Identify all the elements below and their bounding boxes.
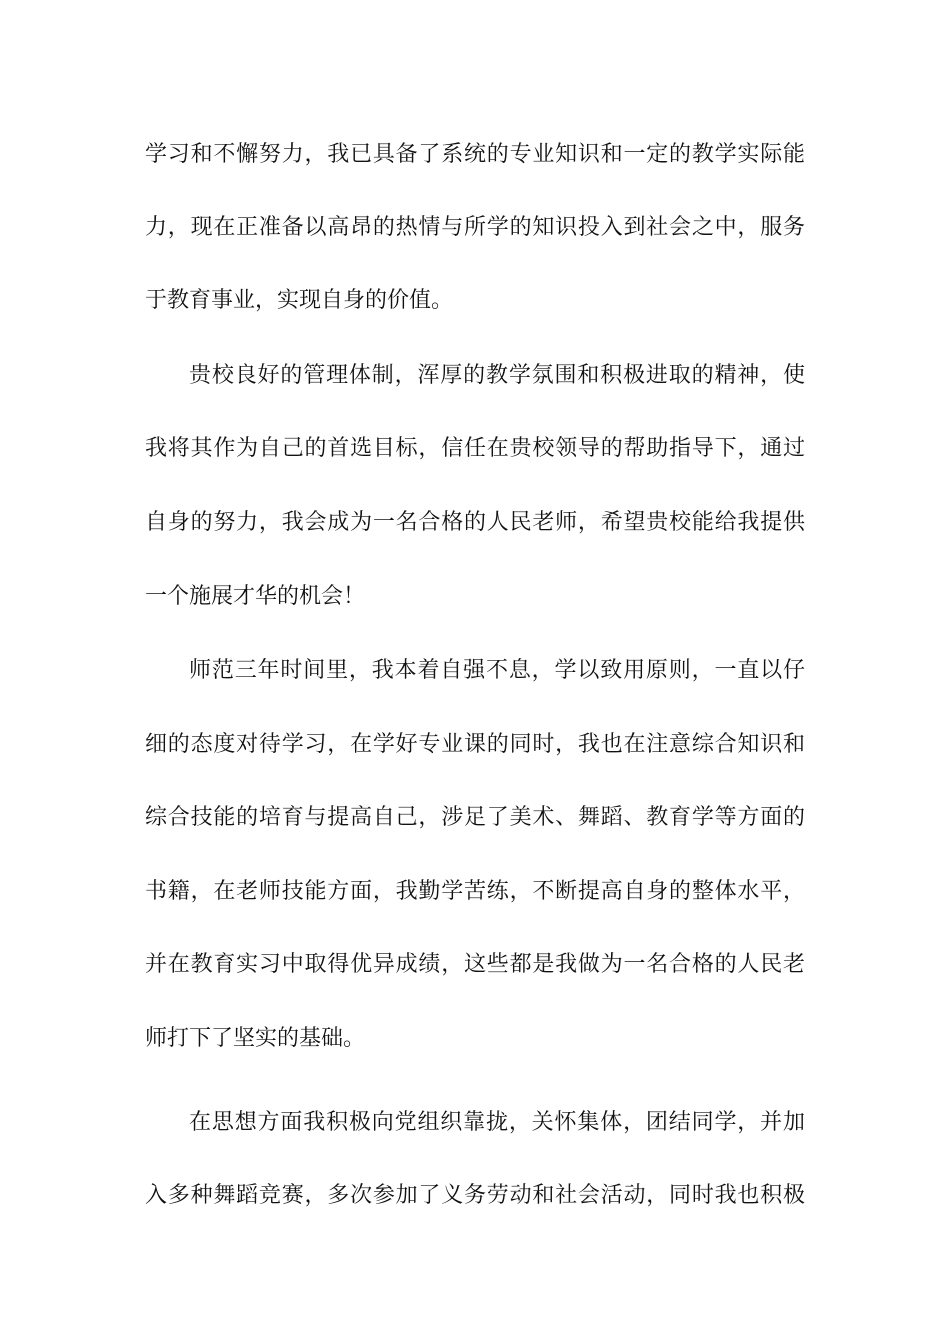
text-line: 在思想方面我积极向党组织靠拢，关怀集体，团结同学，并加: [189, 1110, 805, 1135]
text-line: 书籍，在老师技能方面，我勤学苦练，不断提高自身的整体水平，: [145, 879, 805, 904]
text-line: 一个施展才华的机会！: [145, 584, 366, 609]
text-line: 自身的努力，我会成为一名合格的人民老师，希望贵校能给我提供: [145, 510, 805, 535]
text-line: 我将其作为自己的首选目标，信任在贵校领导的帮助指导下，通过: [145, 436, 805, 461]
text-line: 力，现在正准备以高昂的热情与所学的知识投入到社会之中，服务: [145, 215, 805, 240]
text-line: 综合技能的培育与提高自己，涉足了美术、舞蹈、教育学等方面的: [145, 805, 805, 830]
text-line: 入多种舞蹈竞赛，多次参加了义务劳动和社会活动，同时我也积极: [145, 1183, 805, 1208]
text-line: 学习和不懈努力，我已具备了系统的专业知识和一定的教学实际能: [145, 142, 805, 167]
text-line: 师打下了坚实的基础。: [145, 1026, 366, 1051]
text-line: 师范三年时间里，我本着自强不息，学以致用原则，一直以仔: [189, 658, 805, 683]
text-line: 并在教育实习中取得优异成绩，这些都是我做为一名合格的人民老: [145, 952, 805, 977]
text-line: 贵校良好的管理体制，浑厚的教学氛围和积极进取的精神，使: [189, 363, 805, 388]
text-line: 于教育事业，实现自身的价值。: [145, 288, 454, 313]
text-line: 细的态度对待学习，在学好专业课的同时，我也在注意综合知识和: [145, 732, 805, 757]
